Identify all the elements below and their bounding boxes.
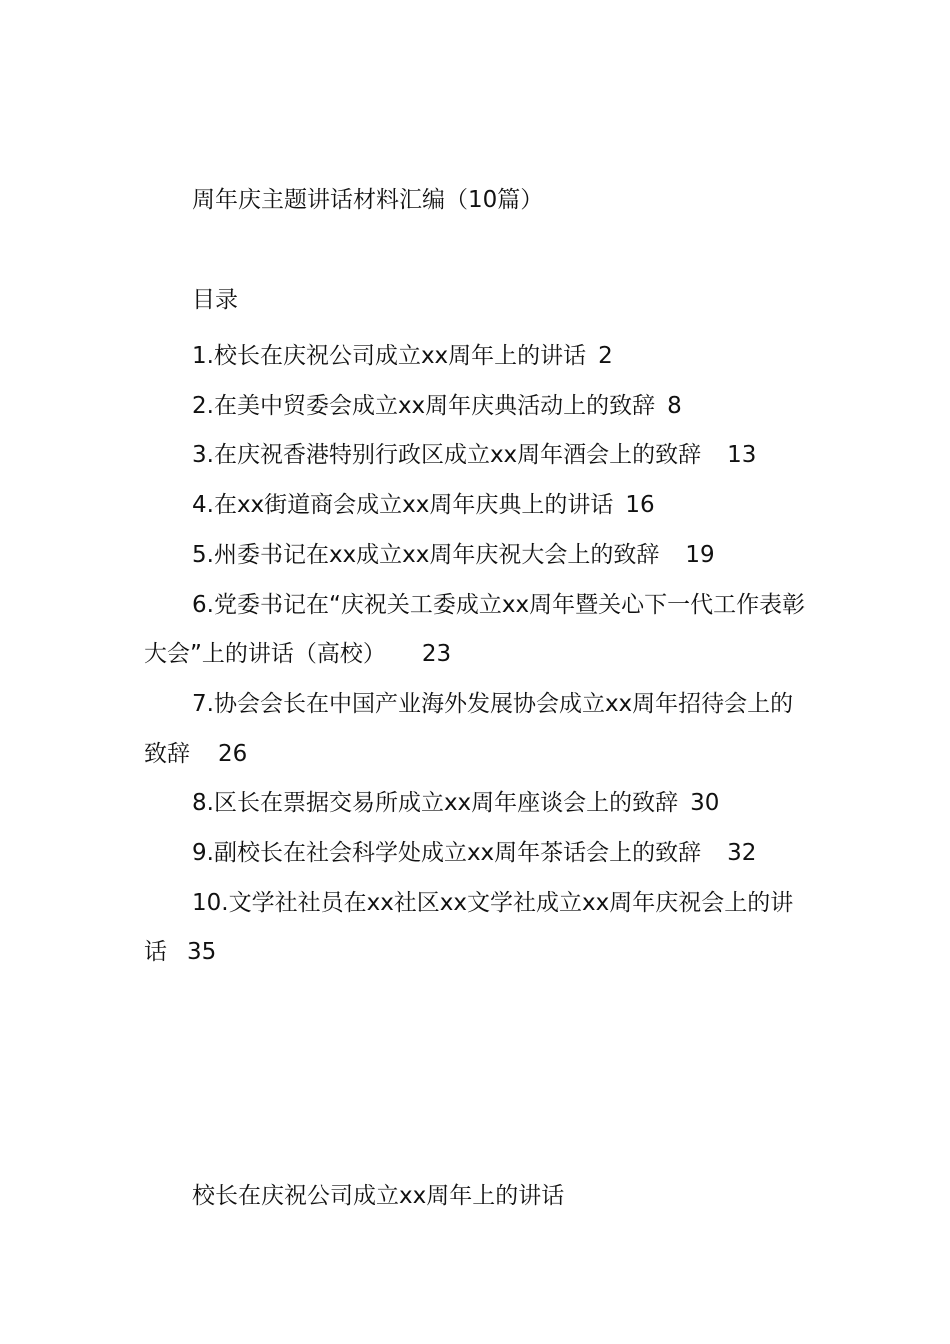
toc-entry[interactable] [144, 481, 814, 531]
toc-entry[interactable] [144, 680, 814, 779]
toc-page-number: 26 [218, 740, 248, 767]
toc-entry[interactable] [144, 382, 814, 432]
table-of-contents [144, 332, 814, 978]
toc-entry-text: 9.副校长在社会科学处成立xx周年茶话会上的致辞 [192, 840, 702, 867]
toc-entry-text: 7.协会会长在中国产业海外发展协会成立xx周年招待会上的致辞 [144, 690, 794, 767]
section-title: 校长在庆祝公司成立xx周年上的讲话 [192, 1183, 565, 1209]
toc-entry[interactable] [144, 332, 814, 382]
toc-entry-text: 4.在xx街道商会成立xx周年庆典上的讲话 [192, 492, 614, 519]
toc-entry-text: 6.党委书记在“庆祝关工委成立xx周年暨关心下一代工作表彰大会”上的讲话（高校） [144, 591, 806, 668]
toc-page-number: 16 [625, 492, 655, 519]
toc-entry-text: 10.文学社社员在xx社区xx文学社成立xx周年庆祝会上的讲话 [144, 889, 794, 966]
toc-entry[interactable] [144, 531, 814, 581]
toc-heading: 目录 [192, 287, 238, 313]
toc-entry[interactable] [144, 829, 814, 879]
toc-page-number: 2 [598, 343, 613, 369]
toc-entry-text: 1.校长在庆祝公司成立xx周年上的讲话 [192, 343, 587, 369]
toc-entry[interactable] [144, 879, 814, 978]
toc-page-number: 35 [187, 939, 217, 966]
toc-entry[interactable] [144, 431, 814, 481]
toc-entry[interactable] [144, 581, 814, 680]
toc-entry-text: 2.在美中贸委会成立xx周年庆典活动上的致辞 [192, 392, 656, 419]
toc-entry-text: 5.州委书记在xx成立xx周年庆祝大会上的致辞 [192, 541, 660, 568]
document-title: 周年庆主题讲话材料汇编（10篇） [192, 187, 544, 213]
toc-page-number: 32 [727, 840, 757, 867]
toc-entry[interactable] [144, 779, 814, 829]
toc-entry-text: 3.在庆祝香港特别行政区成立xx周年酒会上的致辞 [192, 442, 702, 469]
toc-page-number: 19 [685, 541, 715, 568]
toc-page-number: 23 [421, 641, 452, 668]
toc-page-number: 8 [667, 392, 682, 419]
toc-page-number: 13 [727, 442, 757, 469]
toc-entry-text: 8.区长在票据交易所成立xx周年座谈会上的致辞 [192, 790, 679, 817]
toc-page-number: 30 [690, 790, 720, 817]
